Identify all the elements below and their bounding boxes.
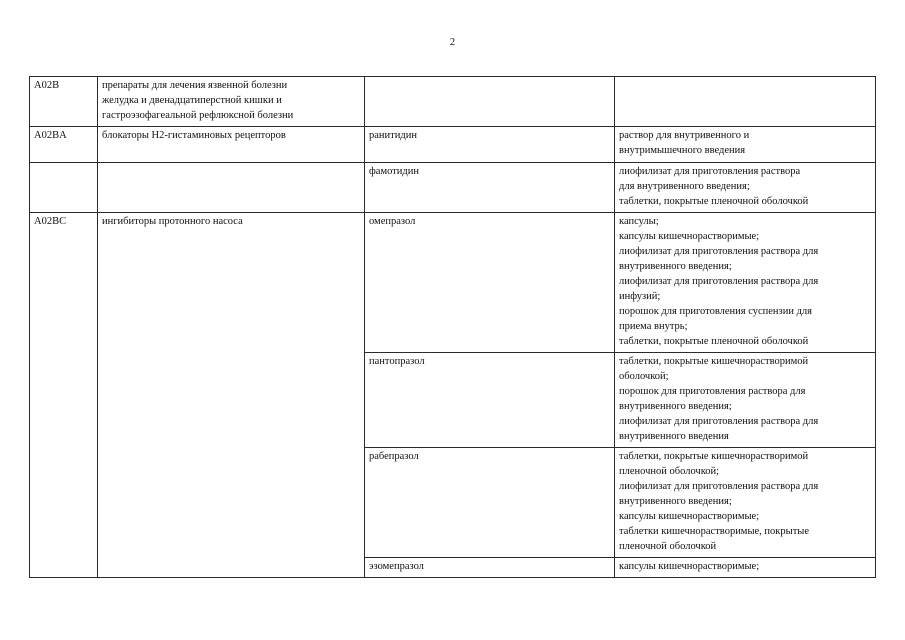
dosage-form-line: раствор для внутривенного и [619, 130, 750, 141]
drug-name-cell [365, 558, 615, 578]
table-row [30, 213, 876, 353]
dosage-form-line: таблетки, покрытые кишечнорастворимой [619, 451, 809, 462]
atc-code-cell [30, 213, 98, 353]
atc-code: A02B [34, 80, 60, 91]
dosage-form-line: порошок для приготовления суспензии для [619, 306, 812, 317]
group-text-line: ингибиторы протонного насоса [102, 216, 243, 227]
group-cell [98, 163, 365, 213]
dosage-form-line: капсулы кишечнорастворимые; [619, 231, 760, 242]
atc-code-cell [30, 353, 98, 448]
drug-name: эзомепразол [369, 561, 424, 572]
group-text-line: блокаторы H2-гистаминовых рецепторов [102, 130, 286, 141]
dosage-form-line: капсулы кишечнорастворимые; [619, 561, 760, 572]
drug-name: пантопразол [369, 356, 425, 367]
group-cell [98, 127, 365, 163]
dosage-form-line: внутримышечного введения [619, 145, 746, 156]
group-text-line: препараты для лечения язвенной болезни [102, 80, 288, 91]
dosage-form-line: внутривенного введения [619, 431, 729, 442]
atc-code: A02BA [34, 130, 67, 141]
drug-table [29, 76, 876, 578]
dosage-form-line: таблетки, покрытые пленочной оболочкой [619, 336, 809, 347]
drug-name-cell [365, 163, 615, 213]
dosage-form-line: оболочкой; [619, 371, 669, 382]
atc-code-cell [30, 77, 98, 127]
table-row [30, 558, 876, 578]
table-row [30, 127, 876, 163]
dosage-form-line: внутривенного введения; [619, 401, 732, 412]
dosage-form-cell [615, 558, 876, 578]
dosage-form-line: таблетки кишечнорастворимые, покрытые [619, 526, 809, 537]
dosage-form-line: инфузий; [619, 291, 661, 302]
dosage-form-cell [615, 127, 876, 163]
drug-name-cell [365, 77, 615, 127]
dosage-form-line: пленочной оболочкой [619, 541, 717, 552]
drug-name: ранитидин [369, 130, 417, 141]
drug-name: рабепразол [369, 451, 419, 462]
dosage-form-cell [615, 77, 876, 127]
dosage-form-line: для внутривенного введения; [619, 181, 750, 192]
dosage-form-line: лиофилизат для приготовления раствора для [619, 246, 819, 257]
dosage-form-line: внутривенного введения; [619, 261, 732, 272]
drug-name-cell [365, 127, 615, 163]
atc-code-cell [30, 163, 98, 213]
drug-name: фамотидин [369, 166, 420, 177]
table-row [30, 353, 876, 448]
dosage-form-line: капсулы; [619, 216, 659, 227]
group-text-line: гастроэзофагеальной рефлюксной болезни [102, 110, 294, 121]
atc-code-cell [30, 448, 98, 558]
dosage-form-cell [615, 163, 876, 213]
drug-name-cell [365, 353, 615, 448]
group-cell [98, 213, 365, 353]
group-text-line: желудка и двенадцатиперстной кишки и [102, 95, 282, 106]
drug-name-cell [365, 213, 615, 353]
dosage-form-cell [615, 448, 876, 558]
atc-code: A02BC [34, 216, 67, 227]
table-row [30, 163, 876, 213]
dosage-form-line: капсулы кишечнорастворимые; [619, 511, 760, 522]
drug-name: омепразол [369, 216, 416, 227]
dosage-form-cell [615, 353, 876, 448]
dosage-form-line: лиофилизат для приготовления раствора для [619, 416, 819, 427]
drug-name-cell [365, 448, 615, 558]
table-row [30, 77, 876, 127]
dosage-form-line: порошок для приготовления раствора для [619, 386, 806, 397]
atc-code-cell [30, 127, 98, 163]
dosage-form-line: лиофилизат для приготовления раствора [619, 166, 801, 177]
dosage-form-cell [615, 213, 876, 353]
atc-code-cell [30, 558, 98, 578]
dosage-form-line: таблетки, покрытые пленочной оболочкой [619, 196, 809, 207]
dosage-form-line: внутривенного введения; [619, 496, 732, 507]
dosage-form-line: пленочной оболочкой; [619, 466, 720, 477]
group-cell [98, 77, 365, 127]
page-number: 2 [449, 37, 456, 48]
group-cell [98, 558, 365, 578]
group-cell [98, 353, 365, 448]
dosage-form-line: приема внутрь; [619, 321, 688, 332]
dosage-form-line: таблетки, покрытые кишечнорастворимой [619, 356, 809, 367]
group-cell [98, 448, 365, 558]
dosage-form-line: лиофилизат для приготовления раствора для [619, 481, 819, 492]
table-row [30, 448, 876, 558]
dosage-form-line: лиофилизат для приготовления раствора для [619, 276, 819, 287]
